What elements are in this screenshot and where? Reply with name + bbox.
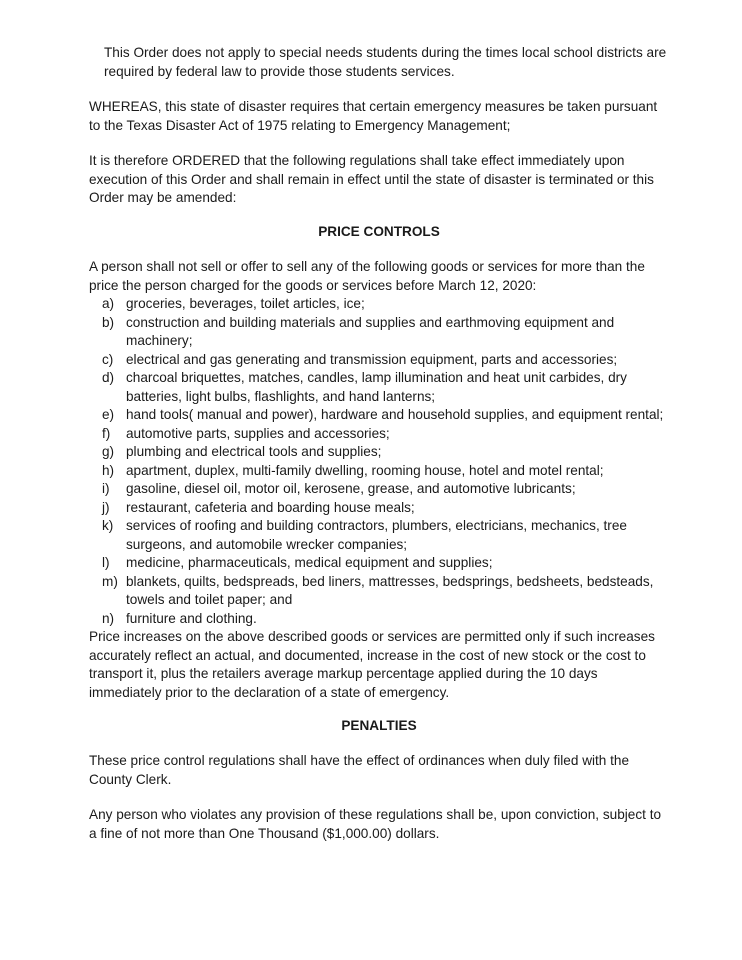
list-marker: c): [102, 351, 114, 367]
list-item: [89, 295, 669, 314]
ordered-paragraph: It is therefore ORDERED that the following regulations shall take effect immediately upon execution of this Order and shall remain in effect until the state of disaster is terminated or this Order may be amended:: [89, 153, 654, 205]
list-item: [89, 554, 669, 573]
ordinances-paragraph: These price control regulations shall have the effect of ordinances when duly filed with the County Clerk.: [89, 753, 630, 787]
list-item-text: plumbing and electrical tools and supplies;: [126, 444, 382, 459]
list-item-text: services of roofing and building contractors, plumbers, electricians, mechanics, tree surgeons, and automobile wrecker companies;: [126, 518, 627, 552]
price-controls-list: [89, 295, 669, 628]
list-marker: k): [102, 518, 114, 533]
list-item: [89, 573, 669, 610]
list-item: [89, 369, 669, 406]
price-controls-intro: A person shall not sell or offer to sell any of the following goods or services for more than the price the person charged for the goods or services before March 12, 2020:: [89, 259, 645, 293]
list-item: [89, 517, 669, 554]
list-item-text: medicine, pharmaceuticals, medical equipment and supplies;: [126, 555, 493, 570]
list-item-text: restaurant, cafeteria and boarding house meals;: [126, 499, 415, 515]
list-item-text: automotive parts, supplies and accessories;: [126, 425, 390, 441]
list-item: [89, 443, 669, 462]
list-item: [89, 480, 669, 499]
price-increases-paragraph: Price increases on the above described goods or services are permitted only if such increases accurately reflect an actual, and documented, increase in the cost of new stock or the cost to transport it, plus the retailers average markup percentage applied during the 10 days immediately prior to the declaration of a state of emergency.: [89, 629, 655, 700]
penalties-heading: PENALTIES: [341, 718, 417, 733]
list-item-text: hand tools( manual and power), hardware and household supplies, and equipment rental;: [126, 407, 664, 422]
list-marker: m): [102, 573, 118, 589]
list-item-text: electrical and gas generating and transmission equipment, parts and accessories;: [126, 351, 618, 367]
list-item-text: apartment, duplex, multi-family dwelling, rooming house, hotel and motel rental;: [126, 462, 604, 478]
fine-paragraph: Any person who violates any provision of these regulations shall be, upon conviction, subject to a fine of not more than One Thousand ($1,000.00) dollars.: [89, 807, 662, 841]
list-marker: l): [102, 555, 110, 570]
list-item: [89, 462, 669, 481]
list-item: [89, 314, 669, 351]
list-marker: i): [102, 481, 110, 496]
list-item-text: blankets, quilts, bedspreads, bed liners, mattresses, bedsprings, bedsheets, bedsteads, towels and toilet paper; and: [126, 573, 654, 607]
list-item-text: construction and building materials and supplies and earthmoving equipment and machinery;: [126, 314, 615, 348]
list-item-text: groceries, beverages, toilet articles, ice;: [126, 296, 365, 311]
list-marker: d): [102, 370, 115, 385]
list-marker: b): [102, 314, 115, 330]
list-item-text: gasoline, diesel oil, motor oil, kerosene, grease, and automotive lubricants;: [126, 481, 576, 496]
price-controls-heading: PRICE CONTROLS: [318, 224, 440, 239]
intro-note-paragraph: This Order does not apply to special needs students during the times local school districts are required by federal law to provide those students services.: [104, 45, 667, 79]
list-marker: j): [102, 499, 110, 515]
list-marker: n): [102, 610, 115, 626]
list-item: [89, 351, 669, 370]
list-marker: f): [102, 425, 111, 441]
whereas-paragraph: WHEREAS, this state of disaster requires that certain emergency measures be taken pursuant to the Texas Disaster Act of 1975 relating to Emergency Management;: [89, 99, 658, 133]
list-item: [89, 499, 669, 518]
list-item-text: charcoal briquettes, matches, candles, lamp illumination and heat unit carbides, dry batteries, light bulbs, flashlights, and hand lanterns;: [126, 370, 627, 404]
list-marker: e): [102, 407, 115, 422]
list-item: [89, 425, 669, 444]
list-item-text: furniture and clothing.: [126, 610, 257, 626]
list-marker: a): [102, 296, 115, 311]
list-marker: h): [102, 462, 115, 478]
list-item: [89, 610, 669, 629]
list-marker: g): [102, 444, 115, 459]
list-item: [89, 406, 669, 425]
